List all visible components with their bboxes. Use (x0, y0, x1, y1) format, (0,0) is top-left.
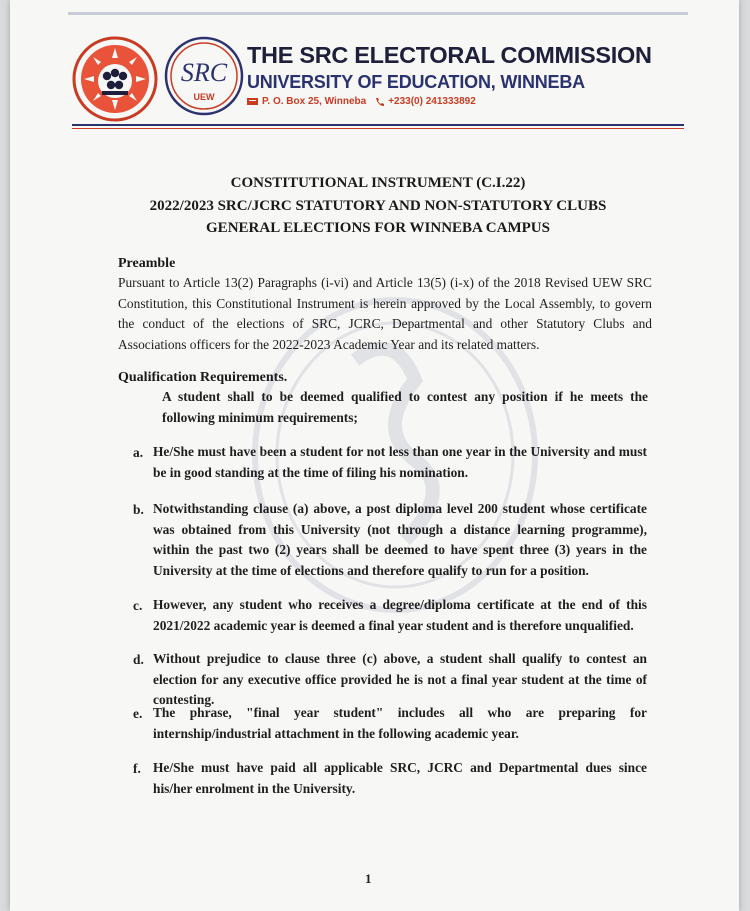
preamble-text: Pursuant to Article 13(2) Paragraphs (i-vi) and Article 13(5) (i-x) of the 2018 Revised UEW SRC Constitution, this Constitutional Instrument is herein approved by the Local Assembly, to govern the conduct of the elections of SRC, JCRC, Departmental and other Statutory Clubs and Associations officers for the 2022-2023 Academic Year and its related matters. (118, 275, 652, 352)
top-border (68, 12, 688, 15)
phone-icon (375, 97, 384, 106)
logo-text: UEW (193, 92, 215, 102)
item-letter-b: b. (133, 502, 144, 517)
header-divider-accent (72, 128, 684, 129)
ci-title-line-3: GENERAL ELECTIONS FOR WINNEBA CAMPUS (206, 220, 550, 236)
qualification-heading: Qualification Requirements. (118, 370, 288, 385)
page-number: 1 (365, 871, 372, 886)
header-title: THE SRC ELECTORAL COMMISSION (247, 42, 652, 68)
electoral-commission-logo-icon (72, 36, 158, 122)
header-address: P. O. Box 25, Winneba (262, 96, 367, 107)
logo-monogram: SRC (180, 58, 228, 87)
item-text-d: Without prejudice to clause three (c) above, a student shall qualify to contest an election for any executive office provided he is not a final year student at the time of contesting. (153, 651, 647, 708)
item-letter-c: c. (133, 598, 143, 613)
item-text-c: However, any student who receives a degree/diploma certificate at the end of this 2021/2022 academic year is deemed a final year student and is therefore unqualified. (153, 597, 647, 633)
item-text-e: The phrase, "final year student" includes all who are preparing for internship/industrial attachment in the following academic year. (153, 705, 647, 741)
header-subtitle: UNIVERSITY OF EDUCATION, WINNEBA (247, 72, 585, 92)
item-text-a: He/She must have been a student for not less than one year in the University and must be in good standing at the time of filing his nomination. (153, 444, 647, 480)
item-letter-e: e. (133, 706, 143, 721)
preamble-heading: Preamble (118, 256, 176, 271)
qualification-intro: A student shall to be deemed qualified to contest any position if he meets the following minimum requirements; (162, 389, 648, 425)
ci-title-line-1: CONSTITUTIONAL INSTRUMENT (C.I.22) (230, 175, 526, 191)
header-contact (247, 96, 476, 107)
src-uew-logo-icon (164, 36, 244, 116)
header-phone: +233(0) 241333892 (388, 96, 476, 107)
item-letter-a: a. (133, 445, 144, 460)
item-text-b: Notwithstanding clause (a) above, a post diploma level 200 student whose certificate was obtained from this University (not through a distance learning programme), within the past two (2) years shall be deemed to have spent three (3) years in the University at the time of elections and therefore qualify to run for a position. (153, 501, 647, 578)
ci-title-line-2: 2022/2023 SRC/JCRC STATUTORY AND NON-STATUTORY CLUBS (149, 198, 607, 214)
document-page (10, 0, 739, 911)
mailbox-icon (247, 97, 258, 106)
header-divider (72, 124, 684, 126)
item-text-f: He/She must have paid all applicable SRC, JCRC and Departmental dues since his/her enrolment in the University. (153, 760, 647, 796)
item-letter-d: d. (133, 652, 144, 667)
item-letter-f: f. (133, 761, 141, 776)
